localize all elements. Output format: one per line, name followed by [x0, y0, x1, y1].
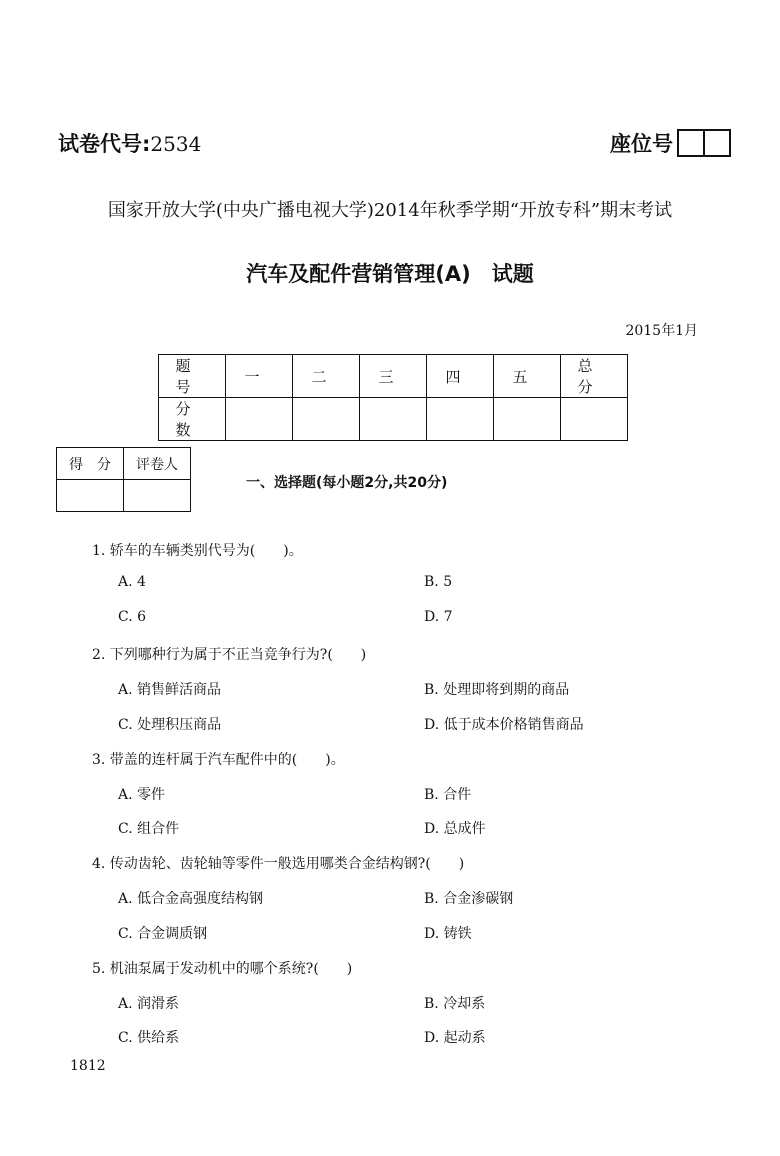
seat-number [610, 128, 731, 158]
exam-title: 汽车及配件营销管理(A) 试题 [246, 262, 534, 286]
question-option: C. 处理积压商品 [118, 717, 222, 733]
grader-table-cell: 评卷人 [124, 448, 191, 480]
score-table-cell: 四 [427, 355, 494, 398]
grader-cell-empty [57, 480, 124, 512]
score-table [158, 354, 644, 441]
question-option: D. 7 [424, 609, 453, 625]
seat-box [703, 129, 731, 157]
question-option: A. 润滑系 [118, 996, 180, 1012]
question-option: D. 起动系 [424, 1030, 486, 1046]
question-option: C. 合金调质钢 [118, 926, 208, 942]
score-cell-empty [561, 398, 628, 441]
question-text: 4. 传动齿轮、齿轮轴等零件一般选用哪类合金结构钢?( ) [92, 856, 465, 872]
score-table-header-row [159, 355, 628, 398]
question-text: 5. 机油泵属于发动机中的哪个系统?( ) [92, 961, 353, 977]
section-title: 一、选择题(每小题2分,共20分) [246, 475, 448, 491]
question-option: C. 组合件 [118, 821, 180, 837]
question-option: A. 零件 [118, 787, 166, 803]
university-line: 国家开放大学(中央广播电视大学)2014年秋季学期“开放专科”期末考试 [107, 200, 673, 221]
grader-table-header-row [57, 448, 191, 480]
question-text: 1. 轿车的车辆类别代号为( )。 [92, 543, 303, 559]
question-option: B. 处理即将到期的商品 [424, 682, 570, 698]
score-cell-empty [494, 398, 561, 441]
question-option: C. 供给系 [118, 1030, 180, 1046]
score-table-cell: 题 号 [159, 355, 226, 398]
grader-cell-empty [124, 480, 191, 512]
question-option: B. 5 [424, 574, 453, 590]
score-cell-empty [293, 398, 360, 441]
question-option: D. 总成件 [424, 821, 486, 837]
page-number: 1812 [70, 1058, 106, 1074]
score-table-score-row [159, 398, 628, 441]
score-table-cell: 一 [226, 355, 293, 398]
question-text: 3. 带盖的连杆属于汽车配件中的( )。 [92, 752, 345, 768]
exam-code-label [58, 128, 201, 158]
grader-table-empty-row [57, 480, 191, 512]
score-table-cell: 三 [360, 355, 427, 398]
question-option: D. 铸铁 [424, 926, 472, 942]
question-option: B. 合金渗碳钢 [424, 891, 514, 907]
score-table-cell: 分 数 [159, 398, 226, 441]
score-table-cell: 总 分 [561, 355, 628, 398]
question-option: A. 4 [118, 574, 146, 590]
question-option: D. 低于成本价格销售商品 [424, 717, 584, 733]
score-table-cell: 五 [494, 355, 561, 398]
question-option: B. 合件 [424, 787, 472, 803]
score-table-cell: 二 [293, 355, 360, 398]
exam-code-label-text: 试卷代号: [58, 132, 151, 156]
seat-number-label: 座位号 [610, 132, 673, 156]
exam-date: 2015年1月 [625, 323, 698, 339]
exam-code-number: 2534 [150, 132, 202, 156]
seat-box [677, 129, 705, 157]
grader-table [56, 447, 191, 512]
question-option: C. 6 [118, 609, 147, 625]
grader-table-cell: 得 分 [57, 448, 124, 480]
question-option: B. 冷却系 [424, 996, 486, 1012]
question-option: A. 低合金高强度结构钢 [118, 891, 264, 907]
score-cell-empty [360, 398, 427, 441]
question-option: A. 销售鲜活商品 [118, 682, 222, 698]
score-cell-empty [427, 398, 494, 441]
question-text: 2. 下列哪种行为属于不正当竞争行为?( ) [92, 647, 367, 663]
